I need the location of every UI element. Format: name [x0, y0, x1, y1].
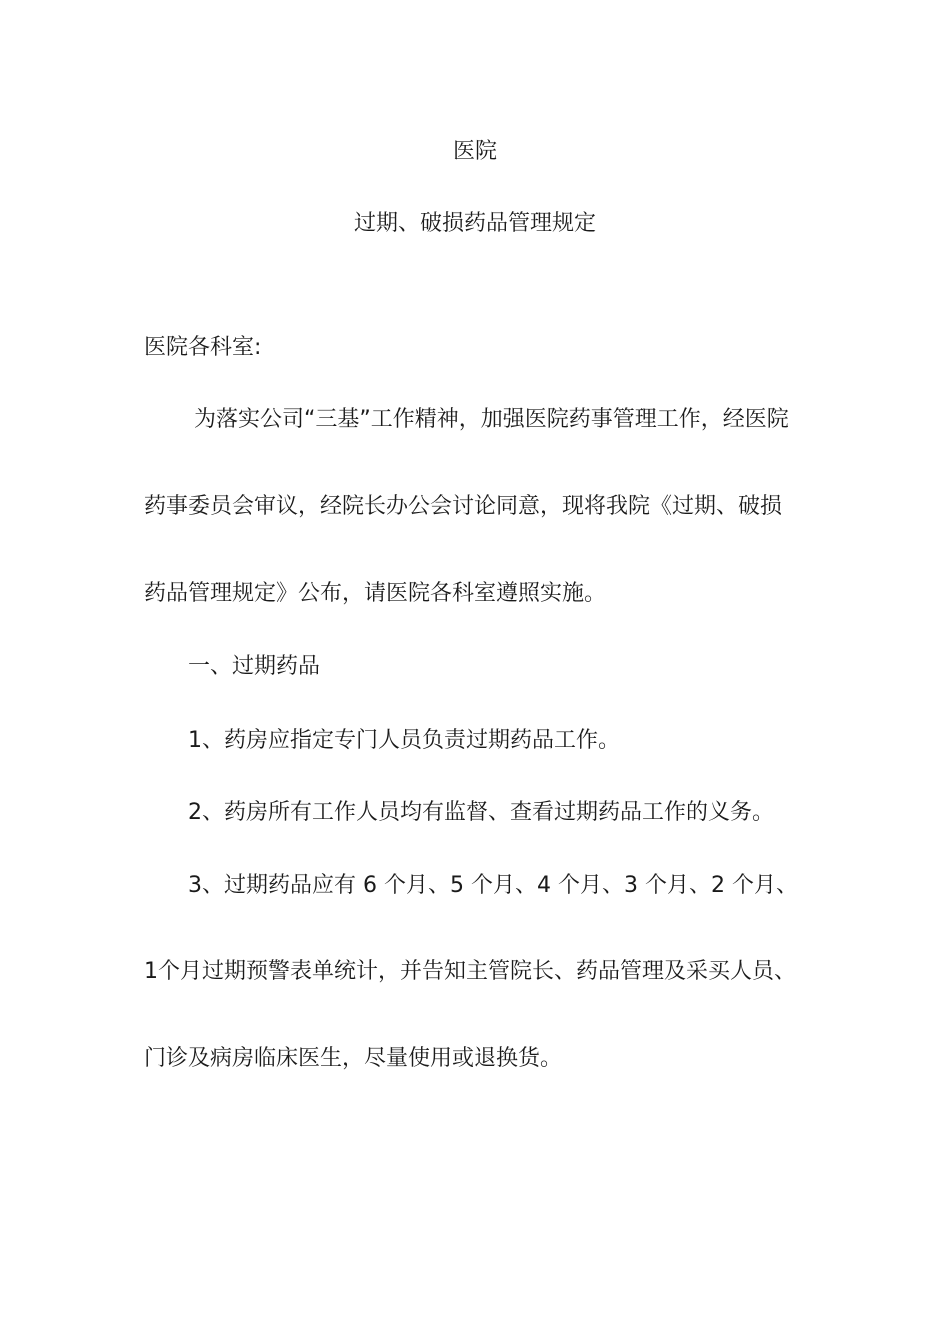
intro-line-3: 药品管理规定》公布，请医院各科室遵照实施。 [144, 581, 607, 606]
list-item-3-line-3: 门诊及病房临床医生，尽量使用或退换货。 [144, 1046, 563, 1071]
intro-line-2: 药事委员会审议，经院长办公会讨论同意，现将我院《过期、破损 [144, 494, 783, 519]
document-title-regulation: 过期、破损药品管理规定 [353, 211, 596, 236]
list-item-2: 2、药房所有工作人员均有监督、查看过期药品工作的义务。 [188, 800, 774, 825]
document-title-hospital: 医院 [452, 139, 497, 164]
list-item-3-line-2: 1个月过期预警表单统计，并告知主管院长、药品管理及采买人员、 [144, 959, 796, 984]
intro-line-1: 为落实公司“三基”工作精神，加强医院药事管理工作，经医院 [194, 407, 789, 432]
salutation: 医院各科室: [144, 335, 262, 360]
list-item-3-line-1: 3、过期药品应有 6 个月、5 个月、4 个月、3 个月、2 个月、 [188, 873, 798, 898]
list-item-1: 1、药房应指定专门人员负责过期药品工作。 [188, 728, 620, 753]
section-heading-expired-drugs: 一、过期药品 [188, 654, 321, 679]
